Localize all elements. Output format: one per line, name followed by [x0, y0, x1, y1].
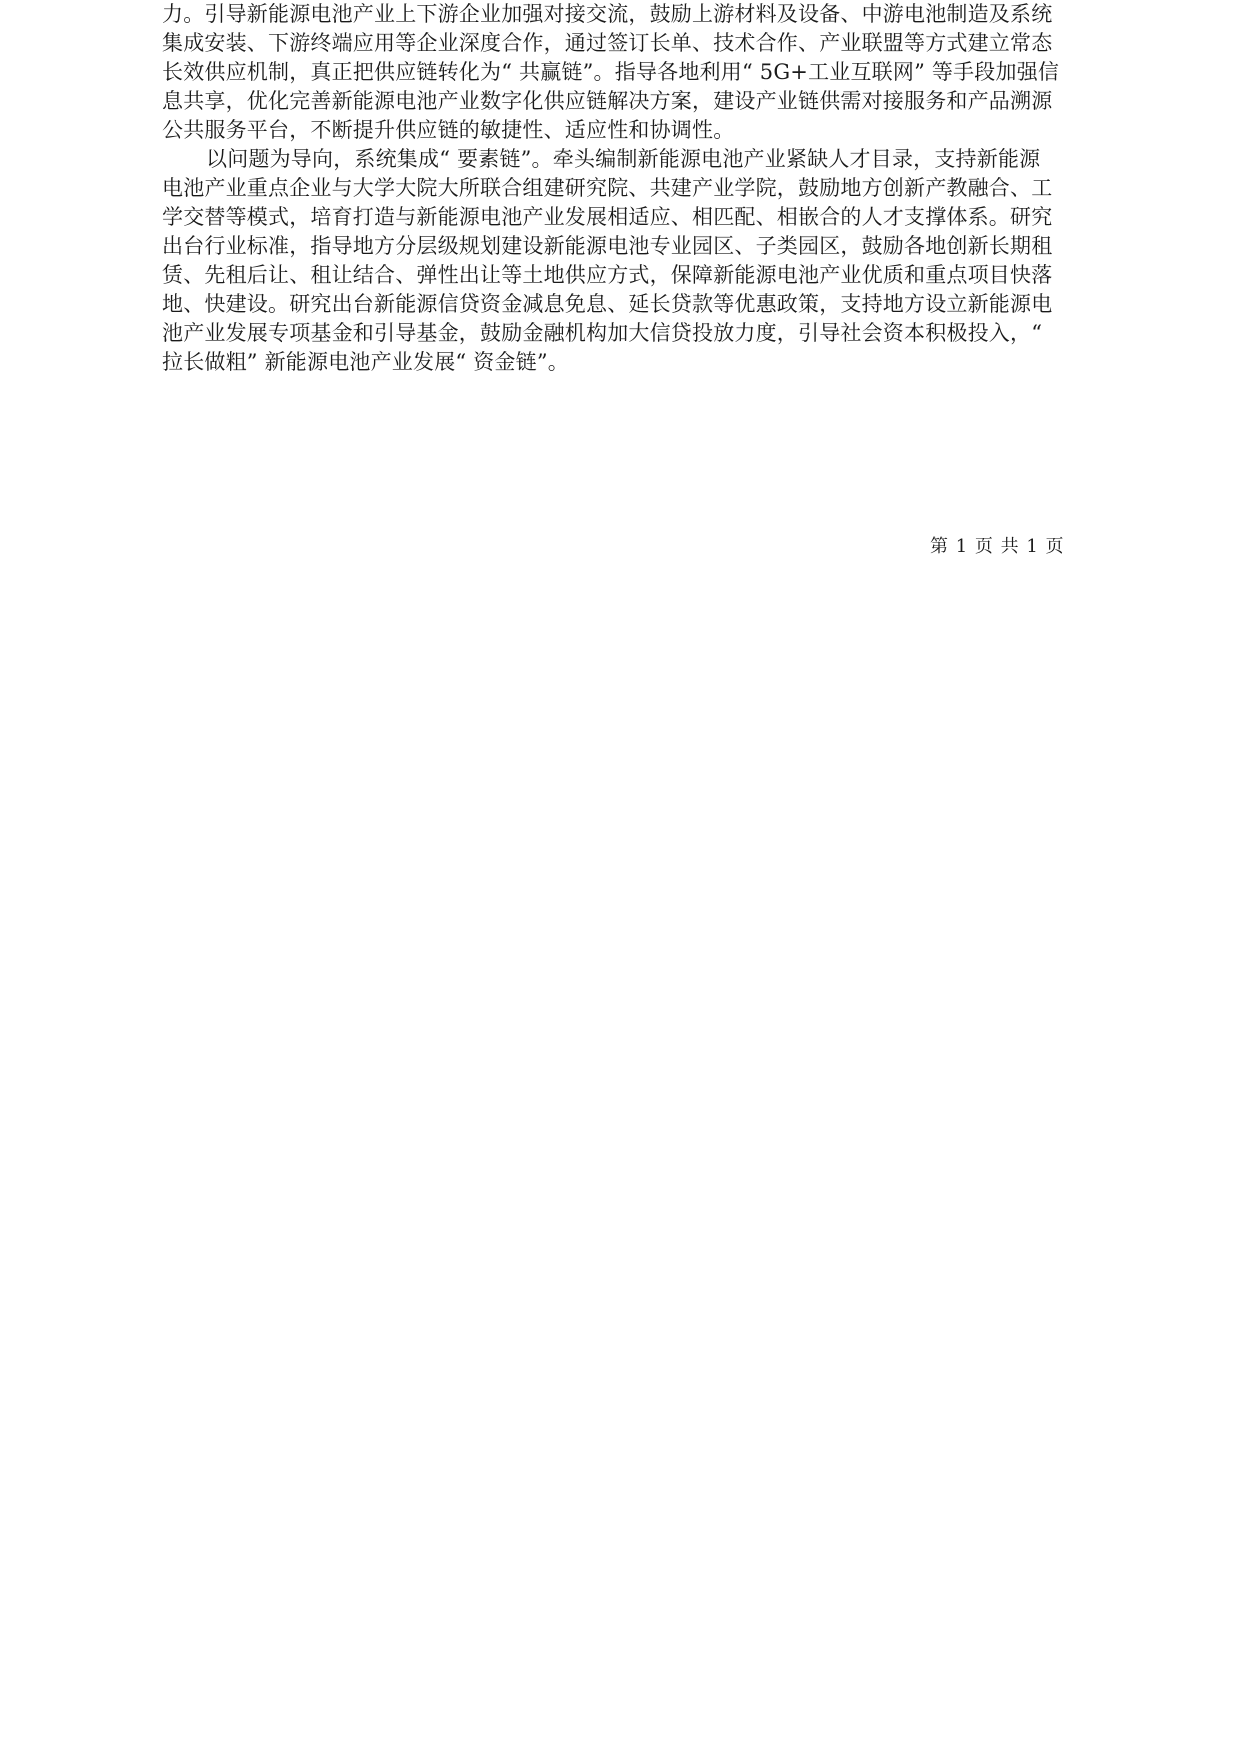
text-line: 集成安装、下游终端应用等企业深度合作，通过签订长单、技术合作、产业联盟等方式建立常态	[162, 31, 1053, 55]
text-line: 出台行业标准，指导地方分层级规划建设新能源电池专业园区、子类园区，鼓励各地创新长期租	[162, 234, 1053, 258]
text-line: 力。引导新能源电池产业上下游企业加强对接交流，鼓励上游材料及设备、中游电池制造及系统	[162, 2, 1053, 26]
page-number-footer: 第 1 页 共 1 页	[930, 536, 1065, 557]
text-line: 拉长做粗” 新能源电池产业发展“ 资金链”。	[162, 350, 569, 374]
text-line: 学交替等模式，培育打造与新能源电池产业发展相适应、相匹配、相嵌合的人才支撑体系。研究	[162, 205, 1053, 229]
text-line: 地、快建设。研究出台新能源信贷资金减息免息、延长贷款等优惠政策，支持地方设立新能源电	[162, 292, 1053, 316]
text-line: 公共服务平台，不断提升供应链的敏捷性、适应性和协调性。	[162, 118, 735, 142]
text-line: 以问题为导向，系统集成“ 要素链”。牵头编制新能源电池产业紧缺人才目录，支持新能源	[206, 147, 1041, 171]
paragraph-supply-chain	[162, 0, 1092, 145]
body-text	[162, 0, 1092, 377]
text-line: 长效供应机制，真正把供应链转化为“ 共赢链”。指导各地利用“ 5G+工业互联网” 等手段加强信	[162, 60, 1060, 84]
text-line: 池产业发展专项基金和引导基金，鼓励金融机构加大信贷投放力度，引导社会资本积极投入，“	[162, 321, 1043, 345]
text-line: 电池产业重点企业与大学大院大所联合组建研究院、共建产业学院，鼓励地方创新产教融合、工	[162, 176, 1053, 200]
text-line: 赁、先租后让、租让结合、弹性出让等土地供应方式，保障新能源电池产业优质和重点项目快落	[162, 263, 1053, 287]
text-line: 息共享，优化完善新能源电池产业数字化供应链解决方案，建设产业链供需对接服务和产品溯源	[162, 89, 1053, 113]
paragraph-factor-chain	[162, 145, 1092, 377]
